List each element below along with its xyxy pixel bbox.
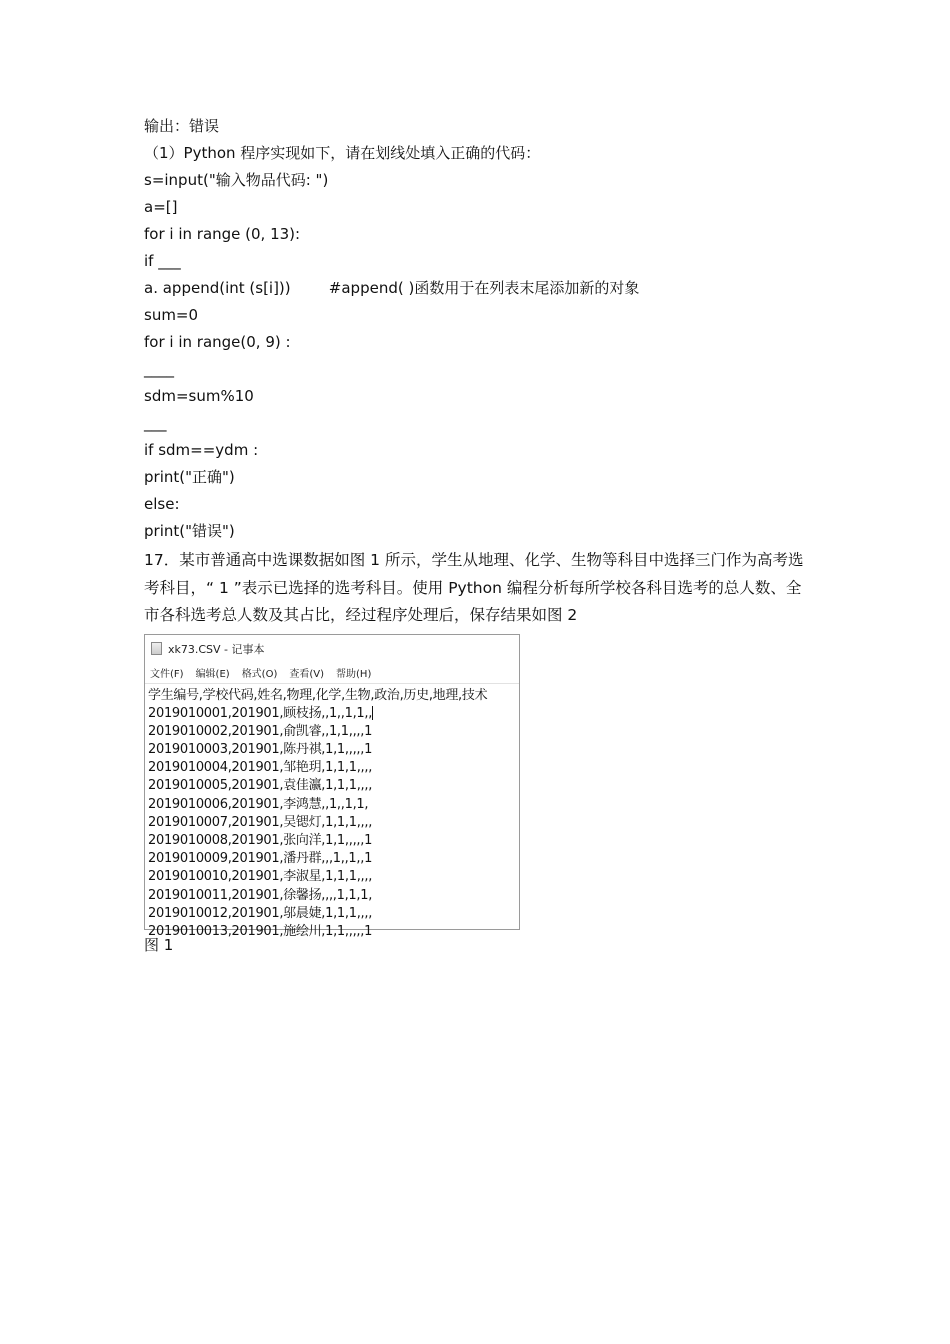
- code-line-blank: if ___: [144, 252, 181, 270]
- figure-caption: 图 1: [144, 935, 174, 954]
- csv-header-row: 学生编号,学校代码,姓名,物理,化学,生物,政治,历史,地理,技术: [148, 687, 488, 703]
- code-line: else:: [144, 495, 180, 513]
- code-line-blank: ___: [144, 414, 167, 432]
- csv-row: 2019010012,201901,邬晨婕,1,1,1,,,,: [148, 905, 373, 921]
- menu-help[interactable]: 帮助(H): [336, 669, 372, 680]
- csv-row: 2019010003,201901,陈丹祺,1,1,,,,,1: [148, 742, 373, 758]
- notepad-menubar: [145, 663, 519, 684]
- csv-row: 2019010010,201901,李淑星,1,1,1,,,,: [148, 869, 373, 885]
- notepad-titlebar: [145, 635, 519, 663]
- menu-file[interactable]: 文件(F): [150, 669, 184, 680]
- csv-row: 2019010008,201901,张向洋,1,1,,,,,1: [148, 833, 373, 848]
- notepad-title: xk73.CSV - 记事本: [168, 642, 265, 656]
- csv-row: 2019010005,201901,袁佳瀛,1,1,1,,,,: [148, 778, 373, 794]
- menu-view[interactable]: 查看(V): [289, 669, 325, 680]
- question-17: 17．某市普通高中选课数据如图 1 所示，学生从地理、化学、生物等科目中选择三门作为高考选考科目，“ 1 ”表示已选择的选考科目。使用 Python 编程分析每所学校各科目选考的总人数、全市各科选考总人数及其占比，经过程序处理后，保存结果如图 2: [144, 551, 804, 624]
- csv-row: 2019010002,201901,俞凯睿,,1,1,,,,1: [148, 723, 373, 739]
- instruction-line: （1）Python 程序实现如下，请在划线处填入正确的代码：: [144, 144, 541, 162]
- csv-row: 2019010013,201901,施绘川,1,1,,,,,1: [148, 923, 373, 939]
- code-line: print("错误"): [144, 522, 235, 540]
- code-line-blank: ____: [144, 360, 174, 378]
- csv-row: 2019010004,201901,邹艳玥,1,1,1,,,,: [148, 760, 373, 776]
- document-content: [144, 113, 814, 959]
- csv-row: 2019010001,201901,顾枝扬,,1,,1,1,,: [148, 705, 373, 721]
- menu-edit[interactable]: 编辑(E): [195, 669, 230, 680]
- csv-row: 2019010006,201901,李鸿慧,,1,,1,1,: [148, 796, 369, 812]
- csv-row: 2019010009,201901,潘丹群,,,1,,1,,1: [148, 851, 373, 867]
- output-line: 输出：错误: [144, 117, 220, 135]
- code-line: print("正确"): [144, 468, 235, 486]
- csv-row: 2019010007,201901,吴锶灯,1,1,1,,,,: [148, 814, 373, 830]
- code-line: if sdm==ydm :: [144, 441, 259, 459]
- code-line: a. append(int (s[i])) #append( )函数用于在列表末尾添加新的对象: [144, 279, 640, 297]
- code-line: sdm=sum%10: [144, 387, 254, 405]
- code-line: sum=0: [144, 306, 199, 324]
- menu-format[interactable]: 格式(O): [241, 669, 278, 680]
- text-caret: [372, 706, 373, 720]
- code-line: for i in range (0, 13):: [144, 225, 301, 243]
- notepad-screenshot: [144, 634, 520, 939]
- csv-row: 2019010011,201901,徐馨扬,,,,1,1,1,: [148, 887, 373, 903]
- code-line: a=[]: [144, 198, 178, 216]
- code-line: s=input("输入物品代码: "): [144, 171, 329, 189]
- code-line: for i in range(0, 9) :: [144, 333, 291, 351]
- notepad-text-area[interactable]: [145, 684, 519, 942]
- notepad-file-icon: [151, 642, 162, 655]
